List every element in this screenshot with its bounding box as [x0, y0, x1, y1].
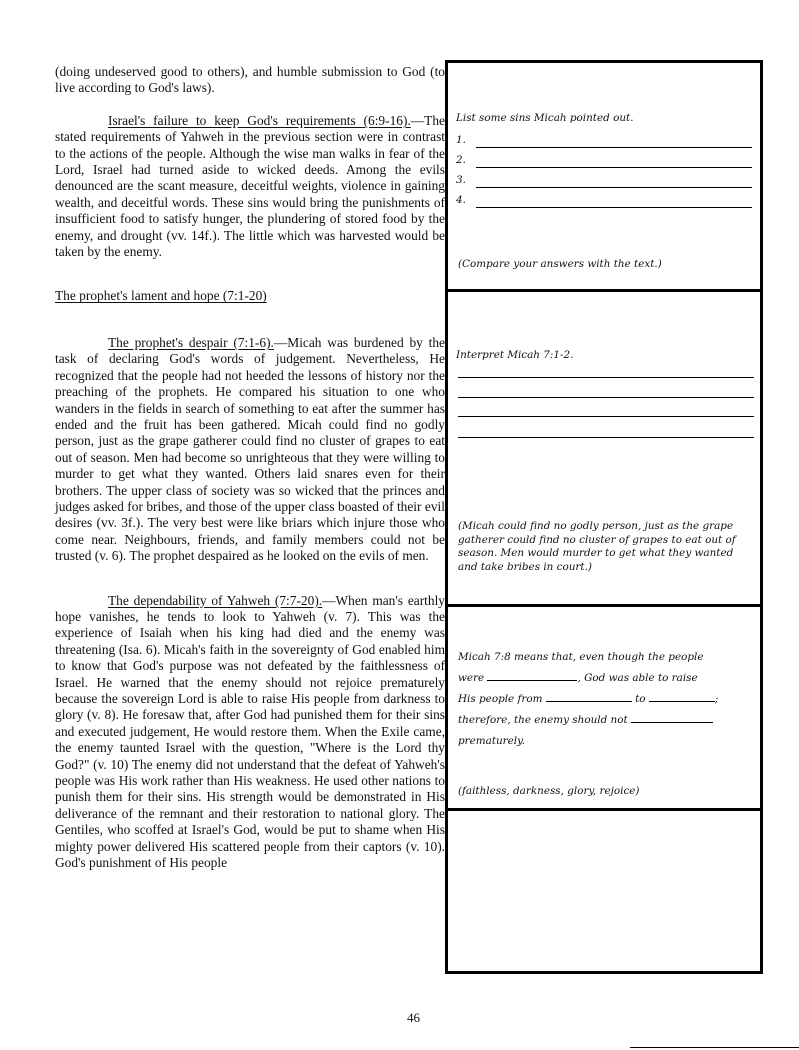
frame-fill-in-answers: (faithless, darkness, glory, rejoice)	[458, 785, 640, 797]
intro-paragraph: (doing undeserved good to others), and humble submission to God (to live according to God's laws).	[55, 64, 445, 96]
frame-list-sins	[448, 63, 760, 292]
section-failure-paragraph	[55, 113, 445, 261]
section-dependability-heading: The dependability of Yahweh (7:7-20).	[108, 592, 323, 608]
major-section-heading: The prophet's lament and hope (7:1-20)	[55, 288, 267, 304]
frame-list-sins-prompt: List some sins Micah pointed out.	[456, 112, 634, 124]
blank-3[interactable]	[649, 691, 715, 702]
section-failure-body: —The stated requirements of Yahweh in the previous section were in contrast to the actions of the people. Although the wise man walks in fear of the Lord, Israel had turned aside to wicked deeds. Among the evils denounced are the scant measure, deceitful weights, violence in gaining wealth, and deceitful words. These sins would bring the punishments of insufficient food to satisfy hunger, the plundering of stored food by the enemy, and drought (vv. 14f.). The little which was harvested would be taken by the enemy.	[55, 112, 445, 260]
frame-interpret-prompt: Interpret Micah 7:1-2.	[456, 349, 574, 361]
answer-rule-4[interactable]	[458, 437, 754, 438]
blank-4[interactable]	[631, 712, 713, 723]
section-despair-body: —Micah was burdened by the task of declaring God's words of judgement. Nevertheless, He recognized that the people had not heeded the lessons of history nor the preaching of the prophets. He compared his situation to one who wanders in the fields in search of something to eat after the summer has ended and the fruit has been gathered. Micah could find no godly person, just as the grape gatherer could find no cluster of grapes to eat out of season. Men had become so unrighteous that they were willing to murder to get what they wanted. Others laid snares even for their brothers. The upper class of society was so wicked that the princes and judges asked for bribes, and those of the upper class boasted of their evil desires (vv. 3f.). The very best were like briars which injure those who come near. Neighbours, friends, and family members could not be trusted (v. 6). The prophet despaired as he looked on the evils of men.	[55, 334, 446, 564]
answer-line-2[interactable]: 2.	[456, 153, 752, 168]
answer-line-3[interactable]: 3.	[456, 173, 752, 188]
page-number: 46	[407, 1010, 420, 1025]
answer-rule-1[interactable]	[458, 377, 754, 378]
footer-rule	[630, 1047, 799, 1048]
section-dependability-paragraph	[55, 593, 445, 872]
section-despair-paragraph	[55, 335, 445, 565]
section-dependability-body: —When man's earthly hope vanishes, he tends to look to Yahweh (v. 7). This was the experience of Isaiah when his king had died and the enemy was threatening (Isa. 6). Micah's faith in the sovereignty of God enabled him to know that God's purpose was not defeated by the faithlessness of Israel. He warned that the enemy should not rejoice prematurely because the sovereign Lord is able to raise His people from darkness to glory (v. 8). He foresaw that, after God had punished them for their sins and executed judgement, He would restore them. When the Exile came, the enemy taunted Israel with the question, "Where is the Lord thy God?" (v. 10) The enemy did not understand that the defeat of Yahweh's people was His work rather than His weakness. He used other nations to punish them for their sins. His strength would be demonstrated in His deliverance of the remnant and their restoration to national glory. The Gentiles, who scoffed at Israel's God, would be put to shame when His mighty power delivered His scattered people from their captors (v. 10). God's punishment of His people	[55, 592, 445, 871]
answer-rule-2[interactable]	[458, 397, 754, 398]
frame-empty	[448, 811, 760, 971]
section-despair-heading: The prophet's despair (7:1-6).	[108, 334, 274, 350]
section-failure-heading: Israel's failure to keep God's requirements (6:9-16).	[108, 112, 411, 128]
workbook-frames	[445, 60, 763, 974]
answer-rule-3[interactable]	[458, 416, 754, 417]
main-text-column	[55, 64, 445, 871]
answer-line-4[interactable]: 4.	[456, 193, 752, 208]
frame-fill-in	[448, 607, 760, 811]
frame-interpret-note: (Micah could find no godly person, just as the grape gatherer could find no cluster of grapes to eat out of season. Men would murder to get what they wanted and take bribes in court.)	[458, 520, 736, 573]
answer-line-1[interactable]: 1.	[456, 133, 752, 148]
blank-2[interactable]	[546, 691, 632, 702]
blank-1[interactable]	[487, 670, 577, 681]
frame-list-sins-note: (Compare your answers with the text.)	[458, 258, 662, 270]
frame-interpret	[448, 292, 760, 607]
frame-fill-in-text: Micah 7:8 means that, even though the people were , God was able to raise His people from to ; therefore, the enemy should not prematurely.	[458, 651, 719, 747]
